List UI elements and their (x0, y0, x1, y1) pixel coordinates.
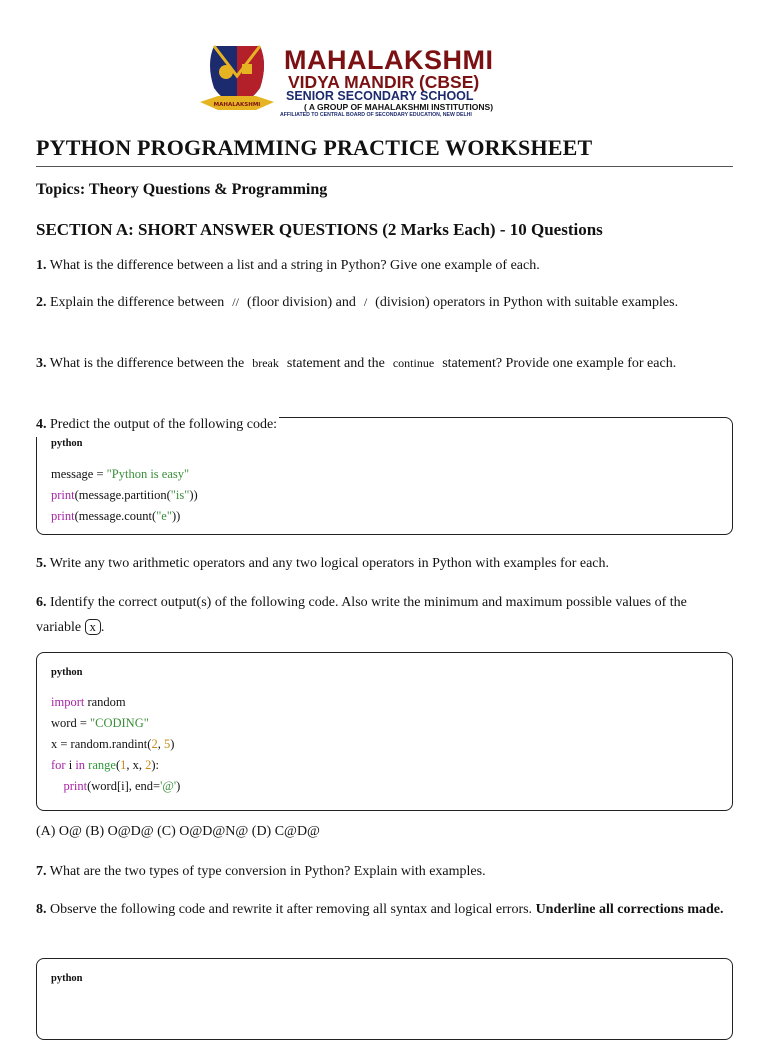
code-lang-label: python (51, 667, 83, 678)
question-2: 2. Explain the difference between // (floor division) and / (division) operators in Python with suitable examples. (36, 295, 679, 310)
svg-text:MAHALAKSHMI: MAHALAKSHMI (213, 102, 261, 108)
question-4: 4. Predict the output of the following code: (36, 413, 279, 437)
question-6: 6. Identify the correct output(s) of the following code. Also write the minimum and maximum possible values of the variable x . (36, 595, 687, 635)
topics-heading: Topics: Theory Questions & Programming (36, 181, 328, 198)
school-name-line2: VIDYA MANDIR (CBSE) (288, 72, 480, 92)
inline-code-floor-div: // (232, 295, 239, 309)
question-3: 3. What is the difference between the break statement and the continue statement? Provide one example for each. (36, 356, 677, 371)
affiliation-line: AFFILIATED TO CENTRAL BOARD OF SECONDARY EDUCATION, NEW DELHI (280, 112, 472, 118)
school-crest-icon (198, 44, 286, 118)
school-name-line1: MAHALAKSHMI (284, 45, 494, 75)
question-5: 5. Write any two arithmetic operators and any two logical operators in Python with examples for each. (36, 556, 610, 571)
code-lang-label: python (51, 973, 83, 984)
question-7: 7. What are the two types of type conversion in Python? Explain with examples. (36, 864, 486, 879)
question-8-instruction: Underline all corrections made. (535, 902, 724, 917)
question-1: 1. What is the difference between a list and a string in Python? Give one example of each. (36, 258, 540, 273)
code-block-q8 (36, 958, 733, 1040)
inline-code-break: break (252, 356, 279, 370)
code-content: message = "Python is easy" print(message.partition("is")) print(message.count("e")) (51, 467, 198, 523)
school-name-line3: SENIOR SECONDARY SCHOOL (286, 89, 474, 103)
school-logo (198, 44, 528, 122)
code-content: import random word = "CODING" x = random.randint(2, 5) for i in range(1, x, 2): print(word[i], end='@') (51, 695, 181, 793)
inline-code-continue: continue (392, 356, 435, 370)
code-block-q6 (36, 652, 733, 811)
answer-options: (A) O@ (B) O@D@ (C) O@D@N@ (D) C@D@ (36, 824, 320, 839)
worksheet-title: PYTHON PROGRAMMING PRACTICE WORKSHEET (36, 135, 593, 160)
group-line: ( A GROUP OF MAHALAKSHMI INSTITUTIONS) (304, 102, 494, 112)
code-lang-label: python (51, 438, 83, 449)
title-divider (36, 166, 733, 167)
question-8: 8. Observe the following code and rewrite it after removing all syntax and logical errors. Underline all corrections made. (36, 902, 724, 917)
section-heading: SECTION A: SHORT ANSWER QUESTIONS (2 Marks Each) - 10 Questions (36, 220, 603, 239)
inline-code-x: x (85, 619, 101, 635)
inline-code-div: / (363, 295, 368, 309)
